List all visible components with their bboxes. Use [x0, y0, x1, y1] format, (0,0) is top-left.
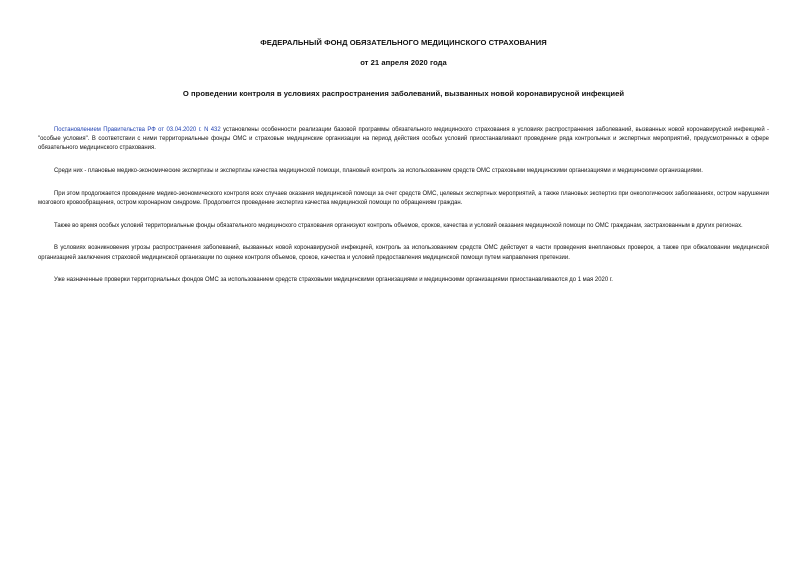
- document-body: [38, 126, 769, 299]
- paragraph-3: При этом продолжается проведение медико-экономического контроля всех случаев оказания медицинской помощи за счет средств ОМС, целевых экспертных мероприятий, а также плановых экспертиз при онкологических заболеваниях, остром нарушении мозгового кровообращения, остром коронарном синдроме. Продолжится проведение экспертиз качества медицинской помощи по обращениям граждан.: [38, 190, 769, 207]
- organization-heading: ФЕДЕРАЛЬНЫЙ ФОНД ОБЯЗАТЕЛЬНОГО МЕДИЦИНСКОГО СТРАХОВАНИЯ: [260, 38, 547, 47]
- paragraph-4: Также во время особых условий территориальные фонды обязательного медицинского страхования организуют контроль объемов, сроков, качества и условий оказания медицинской помощи по ОМС гражданам, застрахованным в других регионах.: [54, 222, 743, 229]
- decree-link[interactable]: Постановлением Правительства РФ от 03.04.2020 г. N 432: [54, 127, 221, 133]
- paragraph-1-text: установлены особенности реализации базовой программы обязательного медицинского страхования в условиях распространения заболеваний, вызванных новой коронавирусной инфекцией - "особые условия". В соответствии с ними территориальные фонды ОМС и страховые медицинские организации на период действия особых условий приостанавливают проведение ряда контрольных и экспертных мероприятий, предусмотренных в сфере обязательного медицинского страхования.: [38, 127, 770, 152]
- paragraph-6: Уже назначенные проверки территориальных фондов ОМС за использованием средств страховыми медицинскими организациями и медицинскими организациями приостанавливаются до 1 мая 2020 г.: [54, 277, 613, 284]
- document-title: О проведении контроля в условиях распространения заболеваний, вызванных новой коронавирусной инфекцией: [182, 89, 625, 98]
- document-date: от 21 апреля 2020 года: [360, 58, 447, 67]
- paragraph-5: В условиях возникновения угрозы распространения заболеваний, вызванных новой коронавирусной инфекцией, контроль за использованием средств ОМС действует в части проведения внеплановых проверок, а также при обжаловании медицинской организацией заключения страховой медицинской организации по оценке контроля объемов, сроков, качества и условий предоставления медицинской помощи путем направления претензии.: [38, 245, 769, 261]
- paragraph-2: Среди них - плановые медико-экономические экспертизы и экспертизы качества медицинской помощи, плановый контроль за использованием средств ОМС страховыми медицинскими организациями и медицинскими организациями.: [54, 168, 703, 175]
- paragraph-1: [38, 126, 769, 154]
